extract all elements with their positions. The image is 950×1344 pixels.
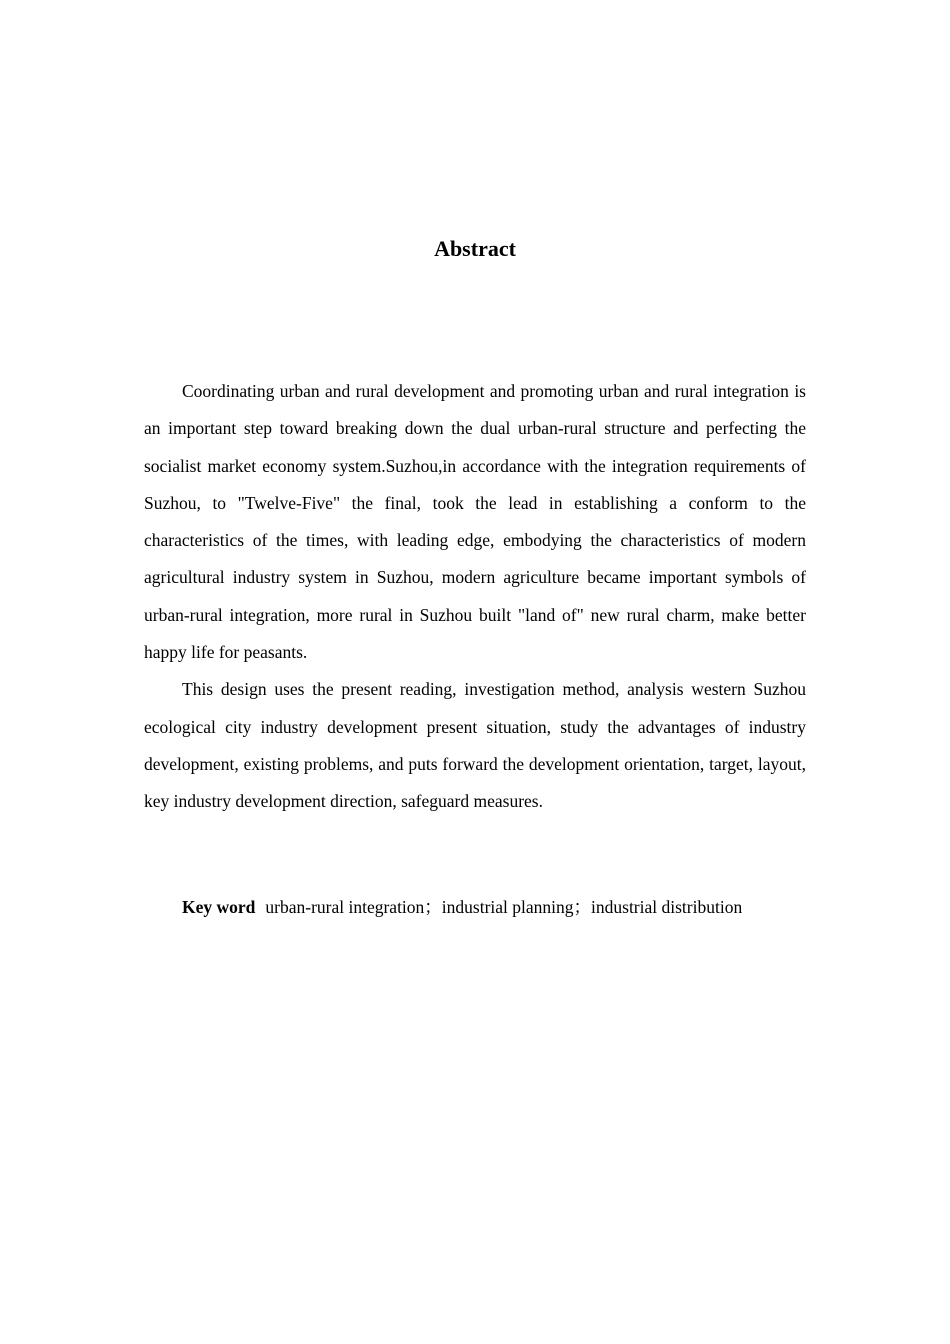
abstract-paragraph-1: Coordinating urban and rural development and promoting urban and rural integration is an important step toward breaking down the dual urban-rural structure and perfecting the socialist market economy system.Suzhou,in accordance with the integration requirements of Suzhou, to "Twelve-Five" the final, took the lead in establishing a conform to the characteristics of the times, with leading edge, embodying the characteristics of modern agricultural industry system in Suzhou, modern agriculture became important symbols of urban-rural integration, more rural in Suzhou built "land of" new rural charm, make better happy life for peasants. (144, 381, 806, 663)
keywords-label: Key word (182, 897, 256, 917)
abstract-paragraph-2: This design uses the present reading, investigation method, analysis western Suzhou ecological city industry development present situation, study the advantages of industry development, existing problems, and puts forward the development orientation, target, layout, key industry development direction, safeguard measures. (144, 679, 806, 812)
keywords-text: urban-rural integration；industrial planning；industrial distribution (265, 897, 743, 917)
abstract-body (144, 373, 806, 821)
abstract-title: Abstract (434, 236, 516, 261)
keywords-line (182, 889, 822, 926)
